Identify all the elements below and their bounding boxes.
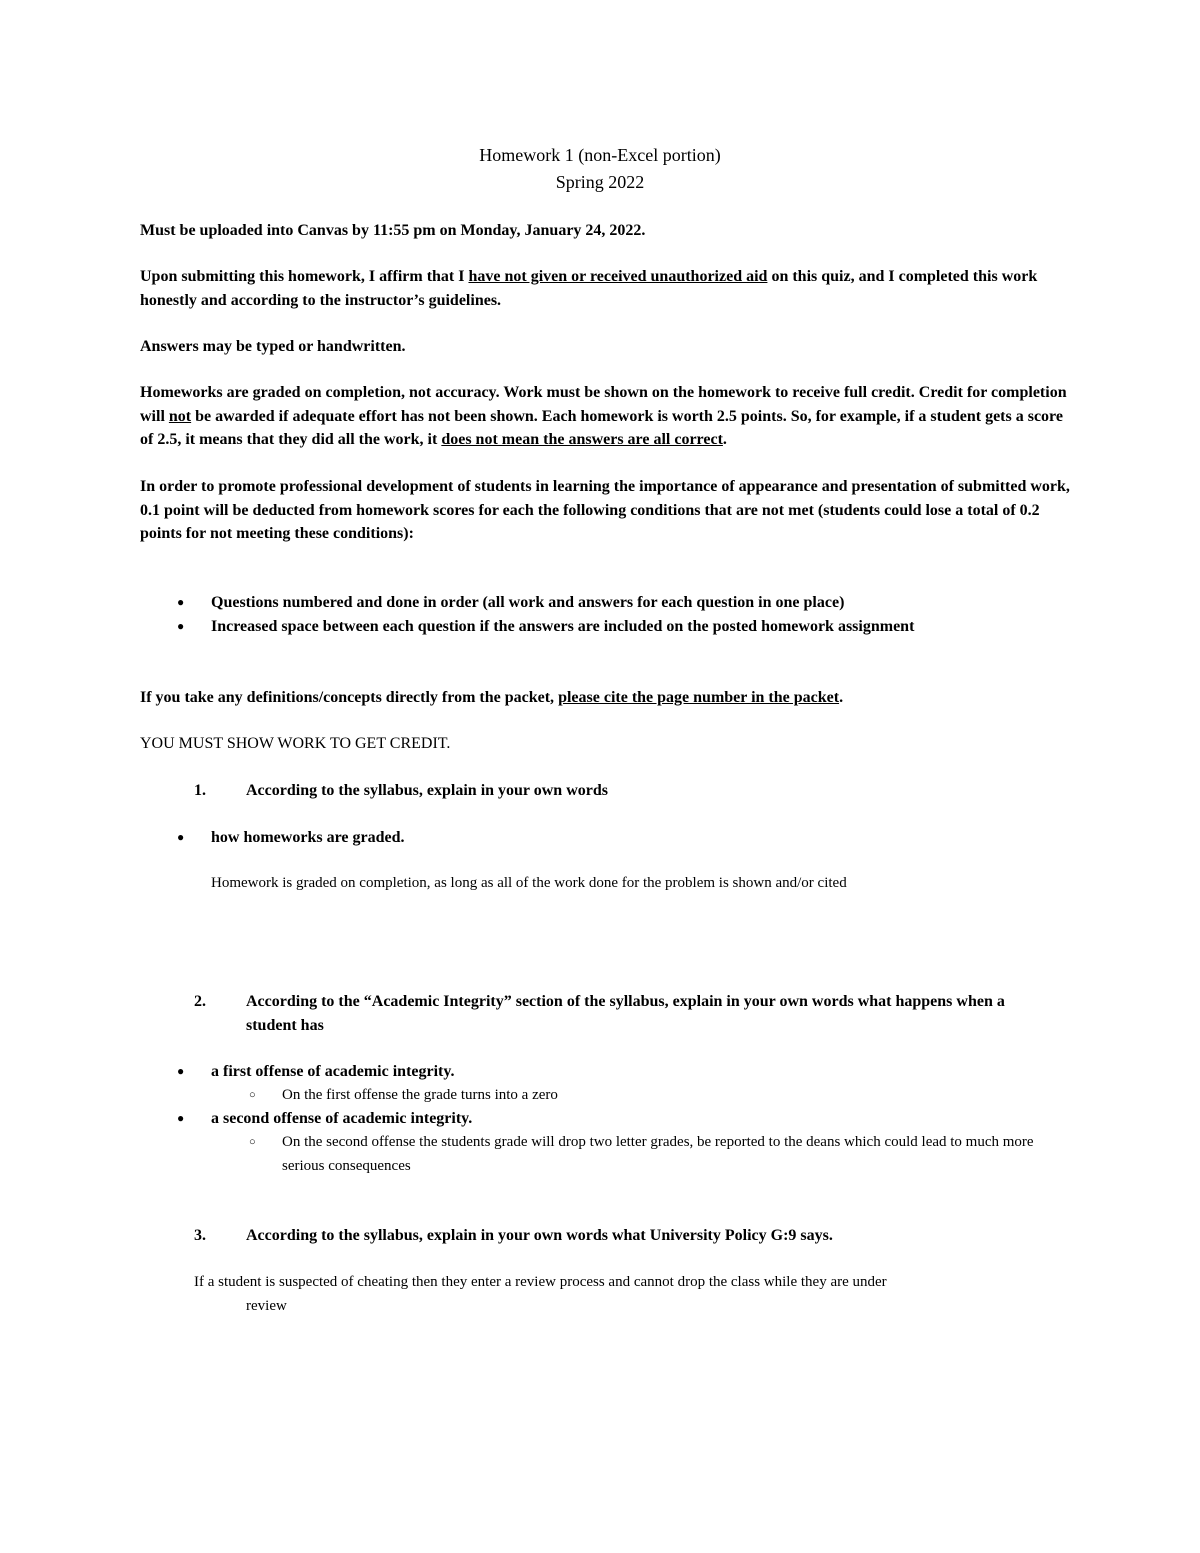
bullet-icon: ● <box>177 619 185 633</box>
bullet-icon: ● <box>177 1111 185 1125</box>
question-3-text: According to the syllabus, explain in your own words what University Policy G:9 says. <box>246 1227 833 1244</box>
bullet-icon: ● <box>177 1064 185 1078</box>
question-3-answer-line2: review <box>246 1298 287 1314</box>
answers-note: Answers may be typed or handwritten. <box>140 338 406 355</box>
bullet-label: how homeworks are graded. <box>211 829 405 846</box>
sub-bullet-icon: ○ <box>249 1136 256 1148</box>
condition-text: Increased space between each question if the answers are included on the posted homework assignment <box>211 618 915 635</box>
sub-answer: On the first offense the grade turns into a zero <box>282 1087 558 1103</box>
cite-paragraph <box>140 686 1070 710</box>
grading-underlined-end: does not mean the answers are all correct <box>441 431 723 448</box>
bullet-label: a first offense of academic integrity. <box>211 1063 455 1080</box>
bullet-icon: ● <box>177 830 185 844</box>
affirmation-part1: Upon submitting this homework, I affirm that I <box>140 268 469 285</box>
grading-part1: Homeworks are graded on completion, not accuracy. Work must be shown on the homework to receive full credit. Credit for completion will <box>140 384 1067 425</box>
show-work-notice: YOU MUST SHOW WORK TO GET CREDIT. <box>140 735 451 752</box>
affirmation-paragraph <box>140 265 1070 312</box>
cite-underlined: please cite the page number in the packet <box>558 689 840 706</box>
bullet-label: a second offense of academic integrity. <box>211 1110 473 1127</box>
affirmation-part2: on this quiz, and I completed this work honestly and according to the instructor’s guidelines. <box>140 268 1038 309</box>
question-2-text: According to the “Academic Integrity” section of the syllabus, explain in your own words what happens when a student has <box>246 993 1005 1034</box>
sub-bullet-icon: ○ <box>249 1089 256 1101</box>
sub-answer: On the second offense the students grade will drop two letter grades, be reported to the deans which could lead to much more serious consequences <box>282 1134 1034 1174</box>
question-2-number: 2. <box>194 993 206 1010</box>
bullet-icon: ● <box>177 595 185 609</box>
page-subtitle: Spring 2022 <box>555 172 645 192</box>
question-1-answer: Homework is graded on completion, as long as all of the work done for the problem is shown and/or cited <box>211 875 847 891</box>
grading-paragraph <box>140 381 1070 452</box>
deadline-text: Must be uploaded into Canvas by 11:55 pm on Monday, January 24, 2022. <box>140 222 646 239</box>
cite-part2: . <box>839 689 844 706</box>
condition-text: Questions numbered and done in order (all work and answers for each question in one place) <box>211 594 845 611</box>
page-title: Homework 1 (non-Excel portion) <box>479 145 721 165</box>
question-3-answer-line1: If a student is suspected of cheating then they enter a review process and cannot drop the class while they are under <box>194 1274 887 1290</box>
affirmation-underlined: have not given or received unauthorized aid <box>468 268 768 285</box>
question-1-number: 1. <box>194 782 206 799</box>
grading-underlined-not: not <box>168 407 192 425</box>
question-3-number: 3. <box>194 1227 206 1244</box>
question-1-text: According to the syllabus, explain in your own words <box>246 782 608 799</box>
professional-paragraph: In order to promote professional development of students in learning the importance of appearance and presentation of submitted work, 0.1 point will be deducted from homework scores for each the following conditions that are not met (students could lose a total of 0.2 points for not meeting these conditions): <box>140 478 1070 542</box>
cite-part1: If you take any definitions/concepts directly from the packet, <box>140 689 559 706</box>
grading-part2: be awarded if adequate effort has not been shown. Each homework is worth 2.5 points. So, for example, if a student gets a score of 2.5, it means that they did all the work, it <box>140 407 1063 448</box>
grading-part3: . <box>722 431 727 448</box>
